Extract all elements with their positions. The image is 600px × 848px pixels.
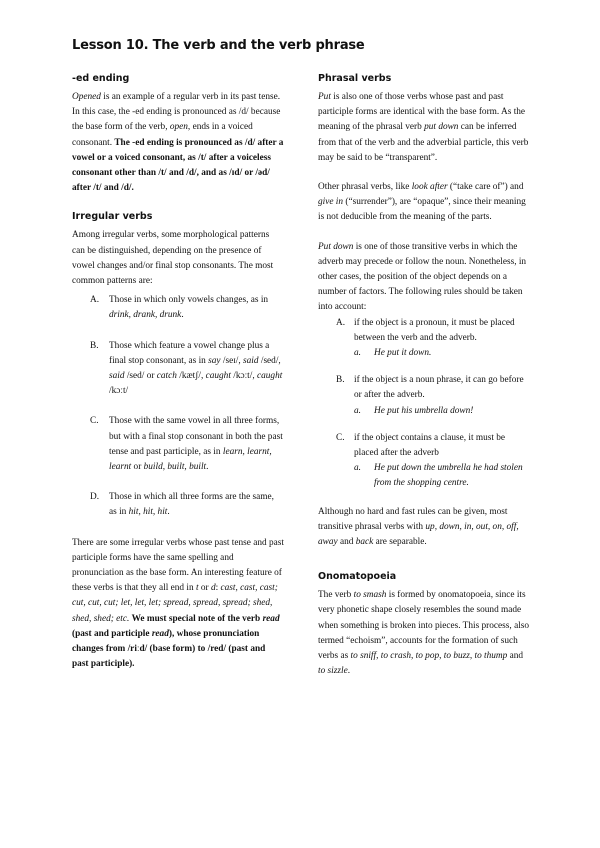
phrasal-paragraph-4: Although no hard and fast rules can be given, most transitive phrasal verbs with up, down, in, out, on, off, away and back are separable.	[318, 506, 519, 548]
irregular-patterns-list	[72, 293, 284, 520]
list-item: A. Those in which only vowels changes, as in drink, drank, drunk.	[90, 295, 269, 321]
list-item: a. He put his umbrella down!	[354, 405, 474, 416]
list-item: C. Those with the same vowel in all three forms, but with a final stop consonant in both the past tense and past participle, as in learn, learnt, learnt or build, built, built.	[90, 416, 283, 473]
list-item: B. Those which feature a vowel change plus a final stop consonant, as in say /seɪ/, said /sed/, said /sed/ or catch /kætʃ/, caught /kɔːt/, caught /kɔːt/	[90, 340, 283, 397]
list-item: C. if the object contains a clause, it must be placed after the adverb a. He put down the umbrella he had stolen from the shopping centre.	[318, 431, 530, 492]
example-list	[354, 404, 530, 419]
example-list	[354, 346, 530, 361]
onomatopoeia-paragraph: The verb to smash is formed by onomatopoeia, since its very phonetic shape closely resembles the sound made when something is broken into pieces. This process, also termed “echoism”, accounts for the formation of such verbs as to sniff, to crash, to pop, to buzz, to thump and to sizzle.	[318, 590, 530, 677]
list-item: A. if the object is a pronoun, it must be placed between the verb and the adverb. a. He put it down.	[318, 316, 530, 362]
invariable-verbs-paragraph: There are some irregular verbs whose past tense and past participle forms have the same spelling and pronunciation as the base form. An interesting feature of these verbs is that they all end in t or d: cast, cast, cast; cut, cut, cut; let, let, let; spread, spread, spread; shed, shed, shed; etc. We must special note of the verb read (past and participle read), whose pronunciation changes from /riːd/ (base form) to /red/ (past and past participle).	[72, 537, 284, 670]
ed-ending-paragraph: Opened is an example of a regular verb in its past tense. In this case, the -ed ending is pronounced as /d/ because the base form of the verb, open, ends in a voiced consonant. The -ed ending is pronounced as /d/ after a vowel or a voiced consonant, as /t/ after a voiceless consonant other than /t/ and /d/, and as /ɪd/ or /əd/ after /t/ and /d/.	[72, 92, 284, 194]
list-item: B. if the object is a noun phrase, it can go before or after the adverb. a. He put his umbrella down!	[318, 373, 530, 419]
phrasal-rules-list	[318, 316, 530, 492]
example-list	[354, 461, 530, 491]
irregular-verbs-section	[72, 210, 284, 672]
list-item: a. He put it down.	[354, 348, 432, 359]
phrasal-paragraph-1: Put is also one of those verbs whose past and past participle forms are identical with the base form. As the meaning of the phrasal verb put down can be inferred from that of the verb and the adverbial particle, this verb may be said to be “transparent”.	[318, 92, 529, 163]
ed-ending-section	[72, 72, 284, 196]
right-column	[318, 72, 530, 694]
phrasal-verbs-heading: Phrasal verbs	[318, 73, 392, 84]
list-item: D. Those in which all three forms are the same, as in hit, hit, hit.	[90, 492, 274, 518]
phrasal-paragraph-3: Put down is one of those transitive verbs in which the adverb may precede or follow the noun. Nonetheless, in other cases, the position of the object depends on a number of factors. The following rules should be taken into account:	[318, 241, 527, 313]
onomatopoeia-section	[318, 570, 530, 679]
page-title: Lesson 10. The verb and the verb phrase	[72, 38, 365, 53]
phrasal-paragraph-2: Other phrasal verbs, like look after (“take care of”) and give in (“surrender”), are “opaque”, since their meaning is not deducible from the meaning of the parts.	[318, 182, 526, 223]
irregular-verbs-heading: Irregular verbs	[72, 211, 153, 223]
phrasal-verbs-section	[318, 72, 530, 550]
ed-ending-heading: -ed ending	[72, 73, 130, 84]
list-item: a. He put down the umbrella he had stolen from the shopping centre.	[354, 463, 523, 489]
irregular-intro: Among irregular verbs, some morphological patterns can be distinguished, depending on the presence of vowel changes and/or final stop consonants. The most common patterns are:	[72, 230, 274, 287]
onomatopoeia-heading: Onomatopoeia	[318, 571, 397, 583]
left-column	[72, 72, 284, 687]
